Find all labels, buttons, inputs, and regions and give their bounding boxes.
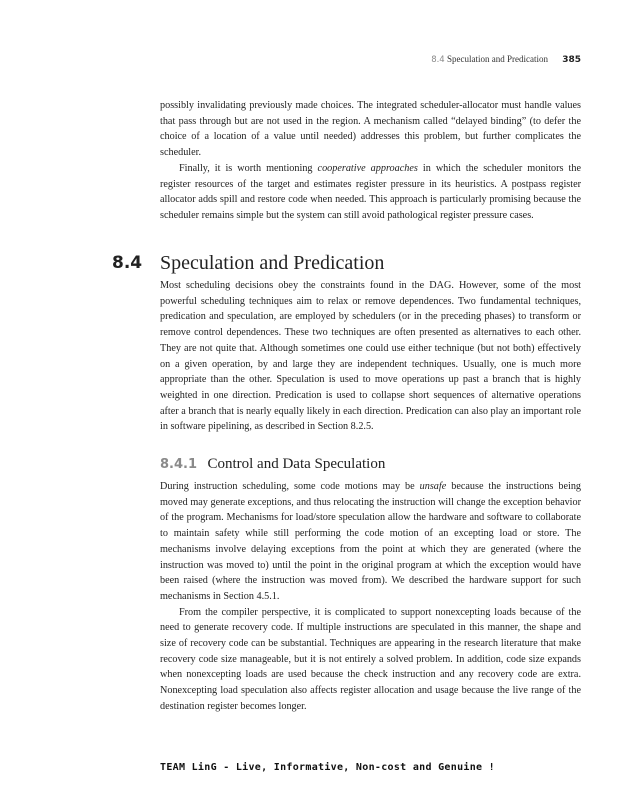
intro-paragraph-2-emphasis: cooperative approaches (317, 162, 418, 174)
section-body (160, 278, 581, 435)
subsection-title: Control and Data Speculation (207, 456, 386, 472)
subsection-body (160, 479, 581, 715)
section-title: Speculation and Predication (160, 252, 385, 274)
section-number: 8.4 (112, 253, 143, 273)
subsection-paragraph-1-lead: During instruction scheduling, some code motions may be (160, 481, 420, 492)
subsection-paragraph-1 (160, 479, 581, 605)
intro-paragraph-1: possibly invalidating previously made choices. The integrated scheduler-allocator must handle values that pass through but are not used in the region. A mechanism called “delayed binding” (to defer the choice of a location of a value until needed) addresses this problem, but further complicates the scheduler. (160, 100, 581, 159)
footer-banner: TEAM LinG - Live, Informative, Non-cost and Genuine ! (160, 762, 495, 773)
subsection-paragraph-2: From the compiler perspective, it is complicated to support nonexcepting loads because of the need to generate recovery code. If multiple instructions are speculated in this manner, the shape and size of recovery code can be substantial. Techniques are appearing in the research literature that make recovery code size manageable, but it is not entirely a solved problem. In addition, code size expands when nonexcepting loads are used because the check instruction and any recovery code are extra. Nonexcepting load speculation also affects register allocation and usage because the live range of the destination register becomes longer. (160, 606, 581, 712)
running-head-section-title: Speculation and Predication (446, 54, 548, 64)
intro-paragraph-2 (160, 161, 581, 224)
intro-paragraph-2-lead: Finally, it is worth mentioning (179, 162, 318, 174)
page-number: 385 (562, 55, 581, 65)
intro-text (160, 98, 581, 224)
intro-paragraph-2-rest: in which the scheduler monitors the register resources of the target and estimates register pressure in its heuristics. A postpass register allocator adds spill and restore code when needed. This approach is particularly promising because the scheduler remains simple but the system can still avoid pathological register pressure cases. (160, 162, 581, 221)
subsection-heading (160, 456, 385, 473)
subsection-paragraph-1-emphasis: unsafe (419, 481, 447, 492)
running-head-section-number: 8.4 (431, 55, 445, 65)
subsection-number: 8.4.1 (160, 457, 198, 472)
subsection-paragraph-1-rest: because the instructions being moved may generate exceptions, and thus relocating the instruction will change the exception behavior of the program. Mechanisms for load/store speculation allow the hardware and software to collaborate to maintain safety while still performing the code motion of an excepting load or store. The mechanisms involve delaying exceptions from the point at which they are generated (where the instruction was moved to) until the point in the original program at which the exception would have been raised (where the instruction was moved from). We described the hardware support for such mechanisms in Section 4.5.1. (160, 481, 582, 602)
section-paragraph: Most scheduling decisions obey the constraints found in the DAG. However, some of the most powerful scheduling techniques aim to relax or remove dependences. Two fundamental techniques, predication and speculation, are employed by schedulers (or in the preceding phases) to transform or remove control dependences. These two techniques are often presented as alternatives to each other. They are not quite that. Although sometimes one could use either technique (but not both) effectively on a given operation, by and large they are independent techniques. Usually, one is much more appropriate than the other. Speculation is used to move operations up past a branch that is highly weighted in one direction. Predication is used to collapse short sequences of alternative operations after a branch that is nearly equally likely in each direction. Predication can also play an important role in software pipelining, as described in Section 8.2.5. (160, 280, 581, 433)
running-head (431, 54, 581, 65)
